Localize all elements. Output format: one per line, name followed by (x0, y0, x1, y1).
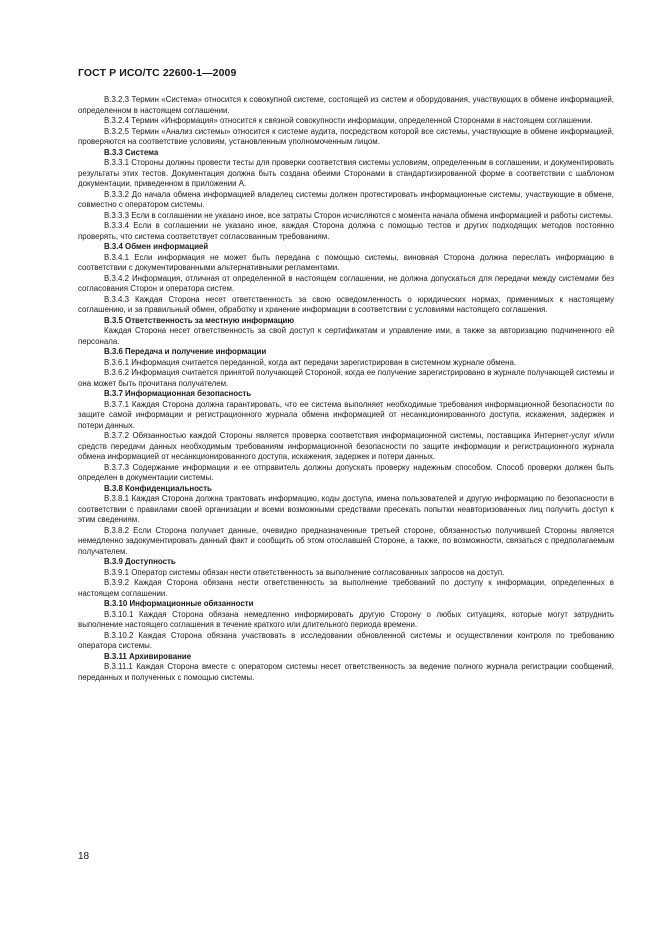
paragraph: B.3.2.5 Термин «Анализ системы» относится к системе аудита, посредством которой все системы, участвующие в обмене информацией, проверяются на соответствие условиям, установленным уполномоченным лицом. (78, 126, 614, 146)
section-heading: B.3.11 Архивирование (104, 651, 192, 661)
section-heading: B.3.6 Передача и получение информации (104, 347, 267, 356)
paragraph: B.3.8.1 Каждая Сторона должна трактовать информацию, коды доступа, имена пользователей и другую информацию по безопасности в соответствии с правилами своей организации и всеми возможными средствами пресекать попытки неавторизованных лиц получить доступ к этим сведениям. (78, 494, 614, 524)
paragraph: B.3.10.1 Каждая Сторона обязана немедленно информировать другую Сторону о любых ситуациях, которые могут затруднить выполнение настоящего соглашения в течение краткого или длительного периода времени. (78, 609, 614, 629)
paragraph: B.3.7.2 Обязанностью каждой Стороны является проверка соответствия информационной системы, поставщика Интернет-услуг и/или средств передачи данных необходимым требованиям информационной безопасности по защите информации и регистрационного журнала обмена информацией от несанкционированного доступа, искажения, задержек и потери данных. (78, 431, 614, 461)
paragraph: B.3.3.1 Стороны должны провести тесты для проверки соответствия системы условиям, определенным в соглашении, и документировать результаты этих тестов. Документация должна быть создана обеими Сторонами в стандартизированной форме в соответствии с шаблоном документации, приведенном в приложении А. (78, 158, 614, 188)
page-number: 18 (78, 851, 90, 862)
section-heading: B.3.7 Информационная безопасность (104, 389, 252, 398)
paragraph: B.3.3.2 До начала обмена информацией владелец системы должен протестировать информационные системы, участвующие в обмене, совместно с оператором системы. (78, 189, 614, 209)
paragraph: B.3.7.3 Содержание информации и ее отправитель должны допускать проверку надежным способом. Способ проверки должен быть определен в документации системы. (78, 462, 614, 482)
paragraph: B.3.4.1 Если информация не может быть передана с помощью системы, виновная Сторона должна переслать информацию в соответствии с документированными альтернативными регламентами. (78, 252, 614, 272)
paragraph: B.3.7.1 Каждая Сторона должна гарантировать, что ее система выполняет необходимые требования информационной безопасности по защите самой информации и регистрационного журнала обмена информацией от несанкционированного доступа, искажения, задержек и потери данных. (78, 399, 614, 430)
paragraph: B.3.6.1 Информация считается переданной, когда акт передачи зарегистрирован в системном журнале обмена. (104, 357, 517, 367)
paragraph: B.3.4.2 Информация, отличная от определенной в настоящем соглашении, не должна допускаться для передачи между системами без согласования Сторон и оператора систем. (78, 273, 614, 293)
document-body (78, 95, 614, 683)
paragraph: B.3.3.4 Если в соглашении не указано иное, каждая Сторона должна с помощью тестов и других подходящих методов постоянно проверять, что система соответствует согласованным требованиям. (78, 221, 614, 241)
paragraph: Каждая Сторона несет ответственность за свой доступ к сертификатам и управление ими, а также за авторизацию подчиненного ей персонала. (78, 326, 614, 346)
paragraph: B.3.8.2 Если Сторона получает данные, очевидно предназначенные третьей стороне, обязанностью получившей Стороны является немедленно задокументировать данный факт и сообщить об этом отославшей Стороне, а также, по возможности, связаться с предполагаемым получателем. (78, 525, 614, 556)
section-heading: B.3.8 Конфиденциальность (104, 483, 212, 493)
paragraph: B.3.3.3 Если в соглашении не указано иное, все затраты Сторон исчисляются с момента начала обмена информацией и работы системы. (104, 210, 613, 220)
paragraph: B.3.10.2 Каждая Сторона обязана участвовать в исследовании обновленной системы и осуществлении контроля по требованию оператора системы. (78, 630, 614, 650)
section-heading: B.3.4 Обмен информацией (104, 242, 209, 251)
paragraph: B.3.2.3 Термин «Система» относится к совокупной системе, состоящей из систем и оборудования, участвующих в обмене информацией, определенном в настоящем соглашении. (78, 95, 614, 115)
section-heading: B.3.9 Доступность (104, 557, 176, 566)
section-heading: B.3.3 Система (104, 147, 159, 157)
paragraph: B.3.6.2 Информация считается принятой получающей Стороной, когда ее получение зарегистрировано в журнале получающей системы и она может быть прочитана получателем. (78, 368, 614, 388)
section-heading: B.3.5 Ответственность за местную информацию (104, 315, 295, 325)
paragraph: B.3.9.1 Оператор системы обязан нести ответственность за выполнение согласованных запросов на доступ. (104, 567, 505, 577)
paragraph: B.3.2.4 Термин «Информация» относится к связной совокупности информации, определенной Сторонами в настоящем соглашении. (104, 116, 593, 125)
paragraph: B.3.9.2 Каждая Сторона обязана нести ответственность за выполнение требований по доступу к информации, определенных в настоящем соглашении. (78, 578, 614, 598)
paragraph: B.3.4.3 Каждая Сторона несет ответственность за свою осведомленность о юридических нормах, применимых к настоящему соглашению, и за правильный обмен, обработку и хранение информации в соответствии с условиями настоящего соглашения. (78, 294, 614, 314)
document-header: ГОСТ Р ИСО/ТС 22600-1—2009 (78, 67, 237, 79)
section-heading: B.3.10 Информационные обязанности (104, 599, 254, 608)
paragraph: B.3.11.1 Каждая Сторона вместе с оператором системы несет ответственность за ведение полного журнала регистрации сообщений, переданных и полученных с помощью системы. (78, 662, 614, 682)
